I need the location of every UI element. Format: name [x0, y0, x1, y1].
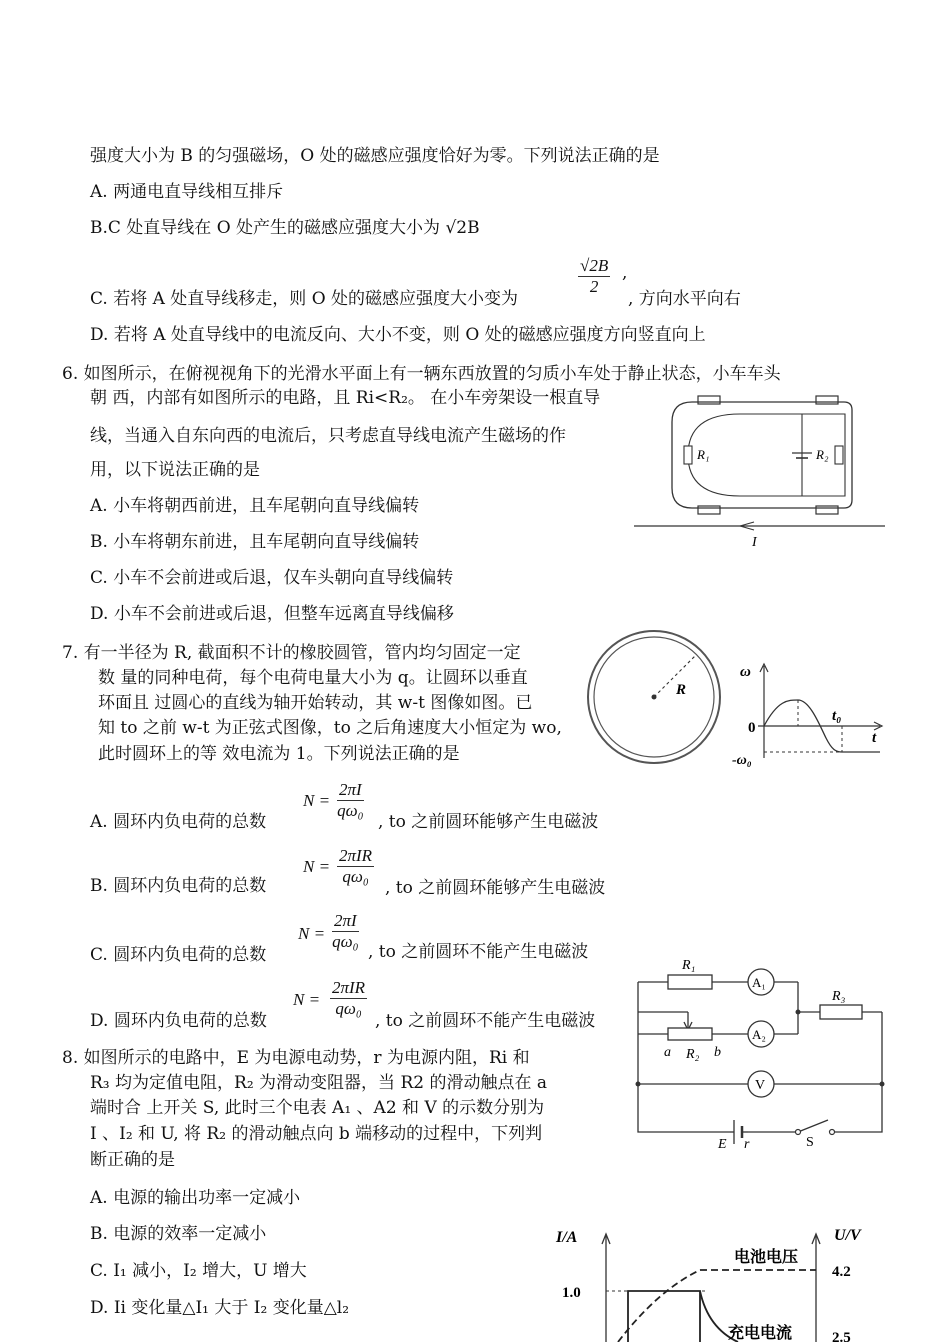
right-junction-dot — [880, 1082, 885, 1087]
q6-stem-line-2: 朝 西，内部有如图所示的电路，且 Ri<R₂。 在小车旁架设一根直导 — [90, 388, 601, 408]
q8-option-b: B. 电源的效率一定减小 — [90, 1224, 267, 1244]
origin-label: 0 — [748, 720, 756, 736]
q5-option-c-post: , 方向水平向右 — [628, 289, 741, 309]
neg-omega0-label: -ω₀ — [732, 753, 752, 768]
charging-graph-figure — [548, 1218, 888, 1342]
q5-option-c-pre: C. 若将 A 处直导线移走，则 O 处的磁感应强度大小变为 — [90, 289, 519, 309]
q7-option-c-post: , to 之前圆环不能产生电磁波 — [368, 942, 589, 962]
switch-contact-right — [830, 1130, 835, 1135]
r2-label: R₂ — [686, 1047, 700, 1062]
q7-option-d-pre: D. 圆环内负电荷的总数 — [90, 1011, 267, 1031]
q7-ring-and-graph-figure — [588, 628, 888, 768]
q7-option-c-fraction: $\frac{2\pi I}{\text{qω₀}}$ — [332, 911, 359, 951]
q5-stem-tail: 强度大小为 B 的匀强磁场，O 处的磁感应强度恰好为零。下列说法正确的是 — [90, 146, 660, 166]
q8-stem-line-1: 8. 如图所示的电路中，E 为电源电动势，r 为电源内阻，Ri 和 — [62, 1048, 530, 1068]
q8-option-a: A. 电源的输出功率一定减小 — [90, 1188, 301, 1208]
r2-label: R₂ — [816, 447, 829, 462]
r1-label: R₁ — [682, 958, 696, 973]
q6-option-b: B. 小车将朝东前进，且车尾朝向直导线偏转 — [90, 532, 420, 552]
wheel-front-top — [698, 396, 720, 404]
q7-option-b-pre: B. 圆环内负电荷的总数 — [90, 876, 267, 896]
q6-option-d: D. 小车不会前进或后退，但整车远离直导线偏移 — [90, 604, 454, 624]
q7-option-a-pre: A. 圆环内负电荷的总数 — [90, 812, 267, 832]
battery-voltage-rise — [618, 1270, 700, 1342]
a2-label: A₂ — [752, 1027, 766, 1042]
q6-stem-line-4: 用，以下说法正确的是 — [90, 460, 260, 480]
right-tick-top: 4.2 — [832, 1264, 851, 1280]
q5-option-a: A. 两通电直导线相互排斥 — [90, 182, 284, 202]
q7-option-a-post: , to 之前圆环能够产生电磁波 — [378, 812, 599, 832]
r3-resistor — [820, 1005, 862, 1019]
left-junction-dot — [636, 1082, 641, 1087]
battery-voltage-label: 电池电压 — [734, 1249, 799, 1266]
r2-resistor — [668, 1028, 712, 1040]
q7-option-b-post: , to 之前圆环能够产生电磁波 — [385, 878, 606, 898]
wheel-rear-bottom — [816, 506, 838, 514]
emf-label: E — [718, 1137, 727, 1152]
r1-resistor — [684, 446, 692, 464]
q6-stem-line-3: 线，当通入自东向西的电流后，只考虑直导线电流产生磁场的作 — [90, 426, 566, 446]
terminal-b-label: b — [714, 1045, 721, 1060]
q7-option-d-post: , to 之前圆环不能产生电磁波 — [375, 1011, 596, 1031]
switch-blade — [798, 1120, 828, 1132]
terminal-a-label: a — [664, 1045, 671, 1060]
q6-option-c: C. 小车不会前进或后退，仅车头朝向直导线偏转 — [90, 568, 454, 588]
q8-stem-line-3: 端时合 上开关 S, 此时三个电表 A₁ 、A2 和 V 的示数分别为 — [90, 1098, 545, 1118]
voltmeter-label: V — [755, 1078, 766, 1093]
q5-option-d: D. 若将 A 处直导线中的电流反向、大小不变，则 O 处的磁感应强度方向竖直向上 — [90, 325, 706, 345]
charging-current-step — [628, 1291, 700, 1342]
q5-option-c-comma: , — [622, 263, 628, 283]
right-tick-bottom: 2.5 — [832, 1330, 851, 1342]
a1-label: A₁ — [752, 975, 766, 990]
q7-option-d-fraction: 2πIR qω₀ — [332, 978, 366, 1018]
omega-label: ω — [740, 664, 751, 680]
q7-option-a-lhs: N = — [303, 791, 331, 810]
r1-resistor — [668, 975, 712, 989]
q5-option-c-fraction: $\frac{√2B}{2}$ — [580, 256, 609, 296]
right-y-label: U/V — [834, 1227, 861, 1244]
charging-current-label: 充电电流 — [728, 1325, 793, 1342]
q8-circuit-figure — [630, 950, 892, 1155]
r3-label: R₃ — [832, 989, 846, 1004]
q7-option-a-fraction: $\frac{2\pi I}{\text{qω₀}}$ — [337, 780, 364, 820]
t-label: t — [872, 730, 877, 746]
radius-line — [654, 655, 696, 697]
r1-label: R₁ — [697, 447, 710, 462]
r2-resistor — [835, 446, 843, 464]
q7-option-b-fraction: 2πIR qω₀ — [339, 846, 373, 886]
q8-option-d: D. Ii 变化量△I₁ 大于 I₂ 变化量△l₂ — [90, 1298, 350, 1318]
left-tick-label: 1.0 — [562, 1285, 581, 1301]
q7-stem-line-1: 7. 有一半径为 R, 截面积不计的橡胶圆管，管内均匀固定一定 — [62, 643, 521, 663]
q7-option-d-lhs: N = — [293, 990, 321, 1009]
q8-stem-line-5: 断正确的是 — [90, 1150, 175, 1170]
q7-option-c-lhs: N = — [298, 924, 326, 943]
switch-label: S — [806, 1135, 814, 1150]
left-y-label: I/A — [556, 1229, 578, 1246]
q7-stem-line-3: 环面且 过圆心的直线为轴开始转动，其 w-t 图像如图。已 — [98, 693, 533, 713]
q5-option-b: B.C 处直导线在 O 处产生的磁感应强度大小为 √2B — [90, 218, 480, 238]
right-wire — [835, 1012, 882, 1132]
q8-stem-line-2: R₃ 均为定值电阻，R₂ 为滑动变阻器，当 R2 的滑动触点在 a — [90, 1073, 547, 1093]
wheel-rear-top — [816, 396, 838, 404]
q7-stem-line-5: 此时圆环上的等 效电流为 1。下列说法正确的是 — [98, 744, 460, 764]
internal-resistance-label: r — [744, 1137, 750, 1152]
q8-option-c: C. I₁ 减小，I₂ 增大，U 增大 — [90, 1261, 307, 1281]
q7-option-b-lhs: N = — [303, 857, 331, 876]
current-label: I — [752, 535, 757, 550]
q6-option-a: A. 小车将朝西前进，且车尾朝向直导线偏转 — [90, 496, 420, 516]
q7-stem-line-2: 数 量的同种电荷，每个电荷电量大小为 q。让圆环以垂直 — [98, 668, 528, 688]
wheel-front-bottom — [698, 506, 720, 514]
q5-option-c — [90, 288, 518, 310]
q6-stem-line-1: 6. 如图所示，在俯视视角下的光滑水平面上有一辆东西放置的匀质小车处于静止状态，小车车头 — [62, 364, 781, 384]
t0-label: t₀ — [832, 708, 842, 724]
radius-label: R — [676, 682, 687, 698]
switch-contact-left — [796, 1130, 801, 1135]
q6-car-circuit-figure — [630, 390, 890, 550]
q7-stem-line-4: 知 to 之前 w-t 为正弦式图像，to 之后角速度大小恒定为 wo, — [98, 718, 562, 738]
q7-option-c-pre: C. 圆环内负电荷的总数 — [90, 945, 267, 965]
q8-stem-line-4: I 、I₂ 和 U, 将 R₂ 的滑动触点向 b 端移动的过程中，下列判 — [90, 1124, 543, 1144]
